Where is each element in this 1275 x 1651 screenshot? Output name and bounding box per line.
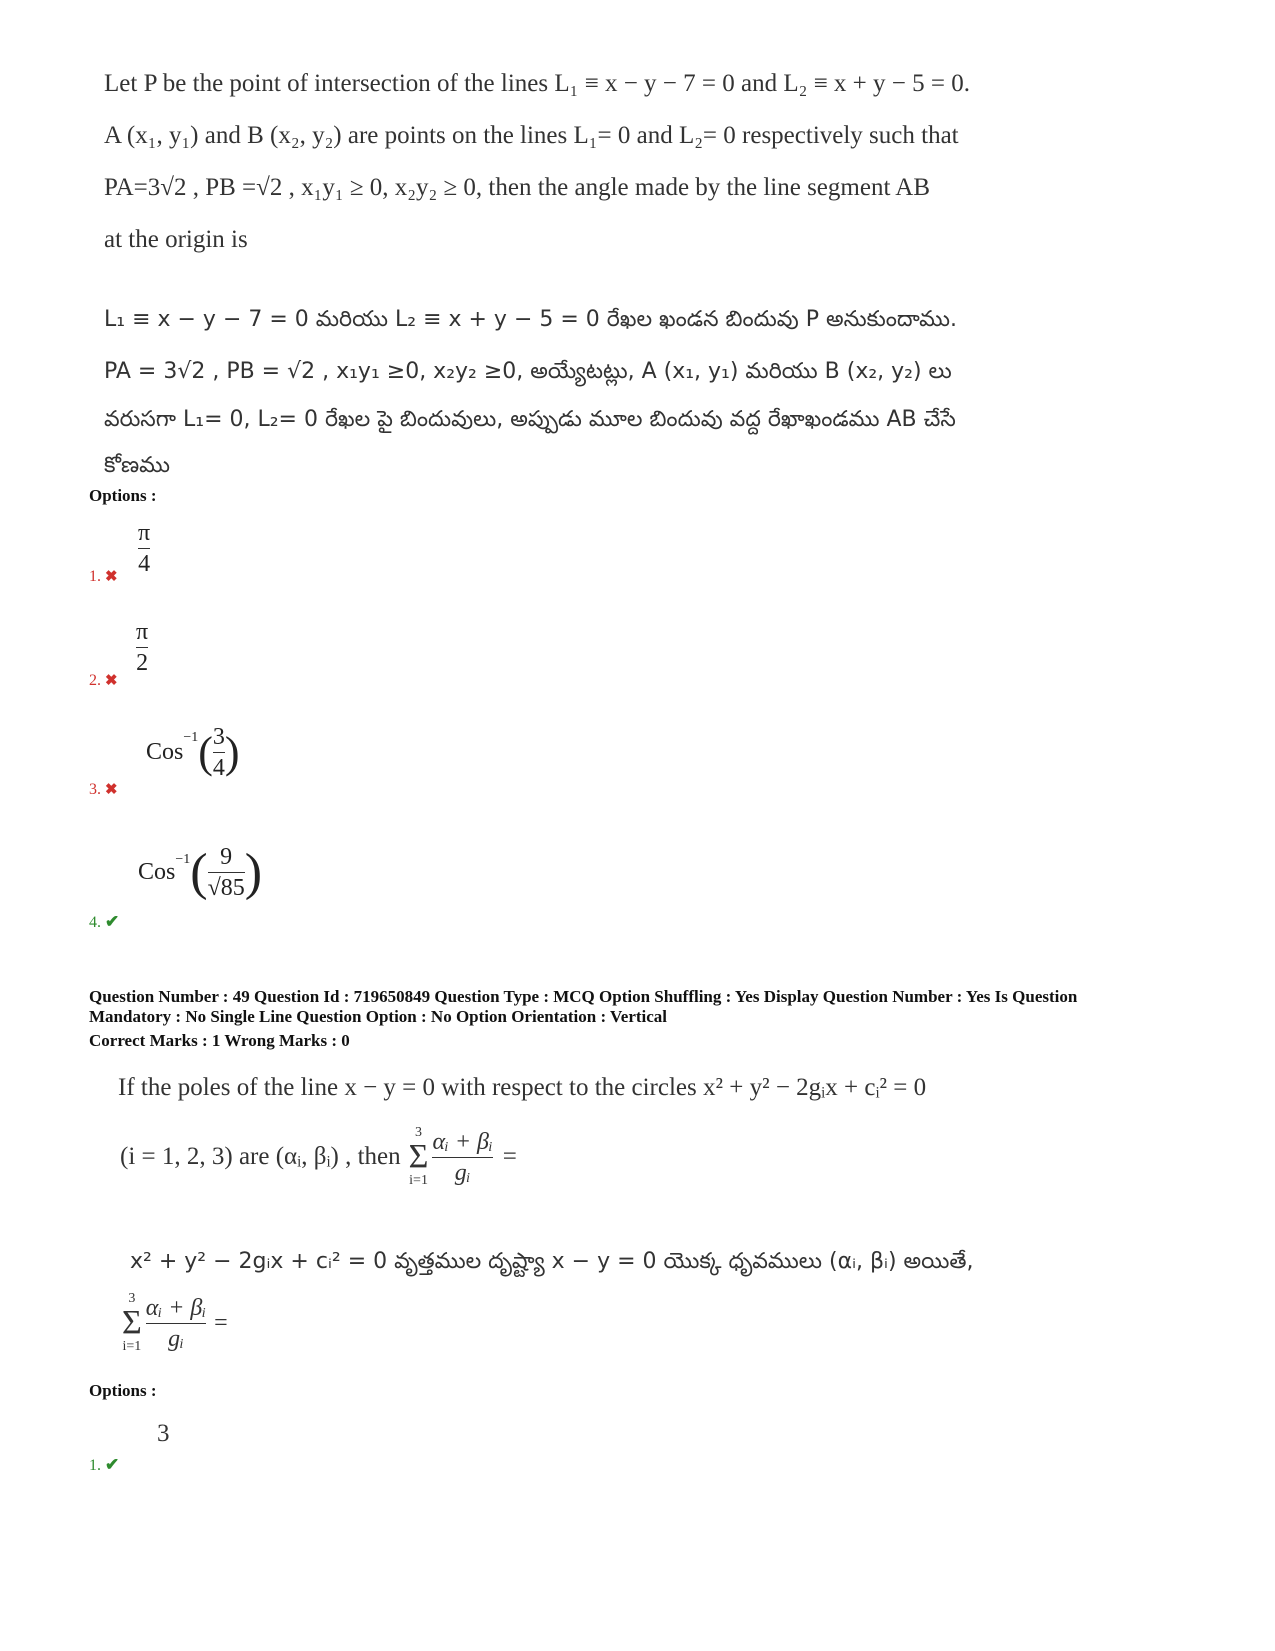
q49-options-label: Options : <box>89 1381 157 1400</box>
q48-option-3-denominator: 4 <box>212 755 225 781</box>
q48-telugu-line-2: PA = 3√2 , PB = √2 , x₁y₁ ≥0, x₂y₂ ≥0, అయ్యేటట్లు, A (x₁, y₁) మరియు B (x₂, y₂) లు <box>104 359 952 384</box>
sigma-icon: Σ <box>408 1138 429 1175</box>
cos-label: Cos <box>146 739 184 765</box>
q48-english-line-3: PA=3√2 , PB =√2 , x₁y₁ ≥ 0, x₂y₂ ≥ 0, then the angle made by the line segment AB <box>104 174 930 201</box>
wrong-mark-icon: ✖ <box>105 569 118 585</box>
q49-meta-line-2: Mandatory : No Single Line Question Option : No Option Orientation : Vertical <box>89 1007 668 1026</box>
summation-upper: 3 <box>415 1125 423 1140</box>
cos-label: Cos <box>138 859 176 885</box>
q48-option-1[interactable] <box>89 567 118 586</box>
q48-option-4[interactable] <box>89 912 119 932</box>
q49-option-1-value: 3 <box>157 1420 170 1447</box>
q49-marks: Correct Marks : 1 Wrong Marks : 0 <box>89 1031 350 1050</box>
wrong-mark-icon: ✖ <box>105 673 118 689</box>
q48-option-3-fraction <box>213 722 225 783</box>
summation-lower: i=1 <box>122 1339 142 1354</box>
q48-option-1-value <box>138 518 150 579</box>
summation <box>409 1124 429 1190</box>
correct-mark-icon: ✔ <box>105 1455 120 1474</box>
correct-mark-icon: ✔ <box>105 912 120 931</box>
q49-telugu-fraction <box>146 1293 206 1354</box>
inverse-superscript: −1 <box>183 730 199 745</box>
option-number: 1. <box>89 1457 101 1474</box>
q49-option-1[interactable] <box>89 1455 119 1475</box>
equals-sign: = <box>502 1143 517 1170</box>
summation-lower: i=1 <box>409 1173 428 1188</box>
q49-telugu-line-2 <box>122 1290 228 1356</box>
q48-english-line-4: at the origin is <box>104 226 248 253</box>
q49-telugu-fraction-denominator: gᵢ <box>168 1325 184 1352</box>
option-number: 4. <box>89 914 101 931</box>
q48-telugu-line-3: వరుసగా L₁= 0, L₂= 0 రేఖల పై బిందువులు, అప్పుడు మూల బిందువు వద్ద రేఖాఖండము AB చేసే <box>104 407 956 432</box>
q49-telugu-line-1: x² + y² − 2gᵢx + cᵢ² = 0 వృత్తముల దృష్ట్యా x − y = 0 యొక్క ధృవములు (αᵢ, βᵢ) అయితే, <box>130 1249 974 1274</box>
q49-english-line-1: If the poles of the line x − y = 0 with respect to the circles x² + y² − 2gᵢx + cᵢ² = 0 <box>118 1074 927 1101</box>
option-number: 2. <box>89 672 101 689</box>
q48-english-line-2: A (x₁, y₁) and B (x₂, y₂) are points on the lines L₁= 0 and L₂= 0 respectively such that <box>104 122 959 149</box>
q48-option-4-denominator: √85 <box>207 875 245 901</box>
summation <box>122 1290 142 1356</box>
q49-english-line-2 <box>120 1124 517 1190</box>
q49-meta-line-1: Question Number : 49 Question Id : 719650849 Question Type : MCQ Option Shuffling : Yes Display Question Number : Yes Is Question <box>89 987 1078 1006</box>
q48-option-2-numerator: π <box>136 619 149 645</box>
summation-upper: 3 <box>128 1291 136 1306</box>
q48-option-1-denominator: 4 <box>138 551 151 577</box>
q48-option-2-value <box>136 617 148 678</box>
q49-line-2-text: (i = 1, 2, 3) are (αᵢ, βᵢ) , then <box>120 1143 401 1170</box>
q48-option-3[interactable] <box>89 780 118 799</box>
option-number: 3. <box>89 781 101 798</box>
q48-option-2[interactable] <box>89 671 118 690</box>
q48-telugu-line-4: కోణము <box>104 453 171 478</box>
right-paren: ) <box>244 843 263 901</box>
q48-option-4-numerator: 9 <box>220 844 233 870</box>
sigma-icon: Σ <box>122 1304 142 1341</box>
q48-option-4-value <box>138 842 262 903</box>
inverse-superscript: −1 <box>175 852 191 867</box>
q48-option-4-fraction <box>208 842 245 903</box>
q49-fraction-denominator: gᵢ <box>454 1159 471 1186</box>
option-number: 1. <box>89 568 101 585</box>
q49-telugu-fraction-numerator: αᵢ + βᵢ <box>145 1294 207 1321</box>
equals-sign: = <box>214 1309 228 1336</box>
q48-telugu-line-1: L₁ ≡ x − y − 7 = 0 మరియు L₂ ≡ x + y − 5 = 0 రేఖల ఖండన బిందువు P అనుకుందాము. <box>104 307 957 332</box>
q49-fraction-numerator: αᵢ + βᵢ <box>432 1128 493 1155</box>
wrong-mark-icon: ✖ <box>105 782 118 798</box>
left-paren: ( <box>190 843 208 901</box>
right-paren: ) <box>224 727 240 777</box>
left-paren: ( <box>198 727 213 777</box>
q48-option-2-denominator: 2 <box>136 650 149 676</box>
q49-fraction <box>432 1127 492 1188</box>
q48-english-line-1: Let P be the point of intersection of the lines L₁ ≡ x − y − 7 = 0 and L₂ ≡ x + y − 5 = 0. <box>104 70 970 97</box>
q48-option-1-numerator: π <box>138 520 151 546</box>
q48-option-3-numerator: 3 <box>212 724 225 750</box>
q48-option-3-value <box>146 722 240 783</box>
q48-options-label: Options : <box>89 486 157 505</box>
